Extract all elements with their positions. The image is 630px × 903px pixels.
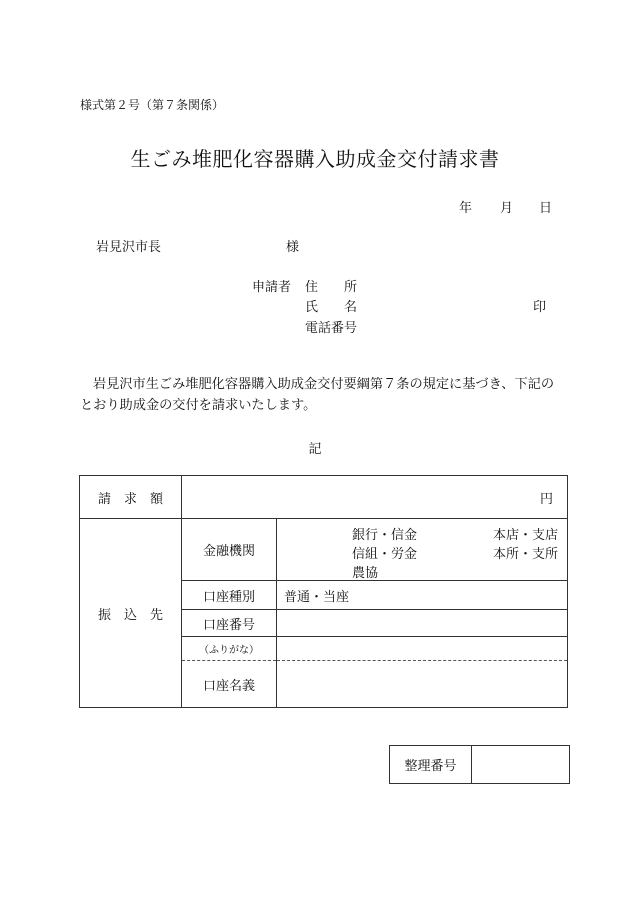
branch-options-2: 本所・支所	[493, 547, 559, 562]
address-label: 住 所	[305, 280, 358, 295]
reference-number-field[interactable]	[472, 746, 570, 784]
date-day-label: 日	[539, 201, 553, 216]
addressee-honorific: 様	[286, 240, 300, 255]
transfer-destination-label: 振 込 先	[80, 519, 182, 708]
yen-unit: 円	[539, 491, 553, 507]
account-name-field[interactable]	[277, 661, 568, 708]
bank-type-options-3: 農協	[352, 566, 379, 581]
claim-amount-field[interactable]	[182, 476, 568, 519]
bank-type-options-1: 銀行・信金	[352, 528, 418, 543]
form-number: 様式第２号（第７条関係）	[80, 98, 225, 112]
page-title: 生ごみ堆肥化容器購入助成金交付請求書	[130, 147, 500, 171]
account-name-label: 口座名義	[182, 661, 277, 708]
ki-heading: 記	[308, 442, 322, 457]
branch-options-1: 本店・支店	[493, 528, 559, 543]
bank-type-options-2: 信組・労金	[352, 547, 418, 562]
date-year-label: 年	[459, 201, 473, 216]
date-month-label: 月	[500, 201, 514, 216]
applicant-label: 申請者	[252, 280, 292, 295]
name-label: 氏 名	[305, 300, 358, 315]
reference-number-box	[389, 745, 570, 784]
account-type-options: 普通・当座	[284, 589, 350, 605]
phone-label: 電話番号	[305, 321, 358, 336]
account-type-field[interactable]	[277, 581, 568, 610]
addressee-name: 岩見沢市長	[96, 240, 162, 255]
furigana-label: （ふりがな）	[182, 637, 277, 661]
account-number-field[interactable]	[277, 610, 568, 637]
claim-row	[80, 476, 568, 519]
bank-field[interactable]	[277, 519, 568, 581]
furigana-field[interactable]	[277, 637, 568, 661]
claim-table	[79, 475, 568, 708]
request-paragraph: 岩見沢市生ごみ堆肥化容器購入助成金交付要綱第７条の規定に基づき、下記のとおり助成金の交付を請求いたします。	[80, 377, 555, 413]
bank-label: 金融機関	[182, 519, 277, 581]
account-number-label: 口座番号	[182, 610, 277, 637]
account-type-label: 口座種別	[182, 581, 277, 610]
reference-number-label: 整理番号	[390, 746, 472, 784]
bank-row	[80, 519, 568, 581]
claim-amount-label: 請 求 額	[80, 476, 182, 519]
seal-mark: 印	[533, 300, 547, 315]
